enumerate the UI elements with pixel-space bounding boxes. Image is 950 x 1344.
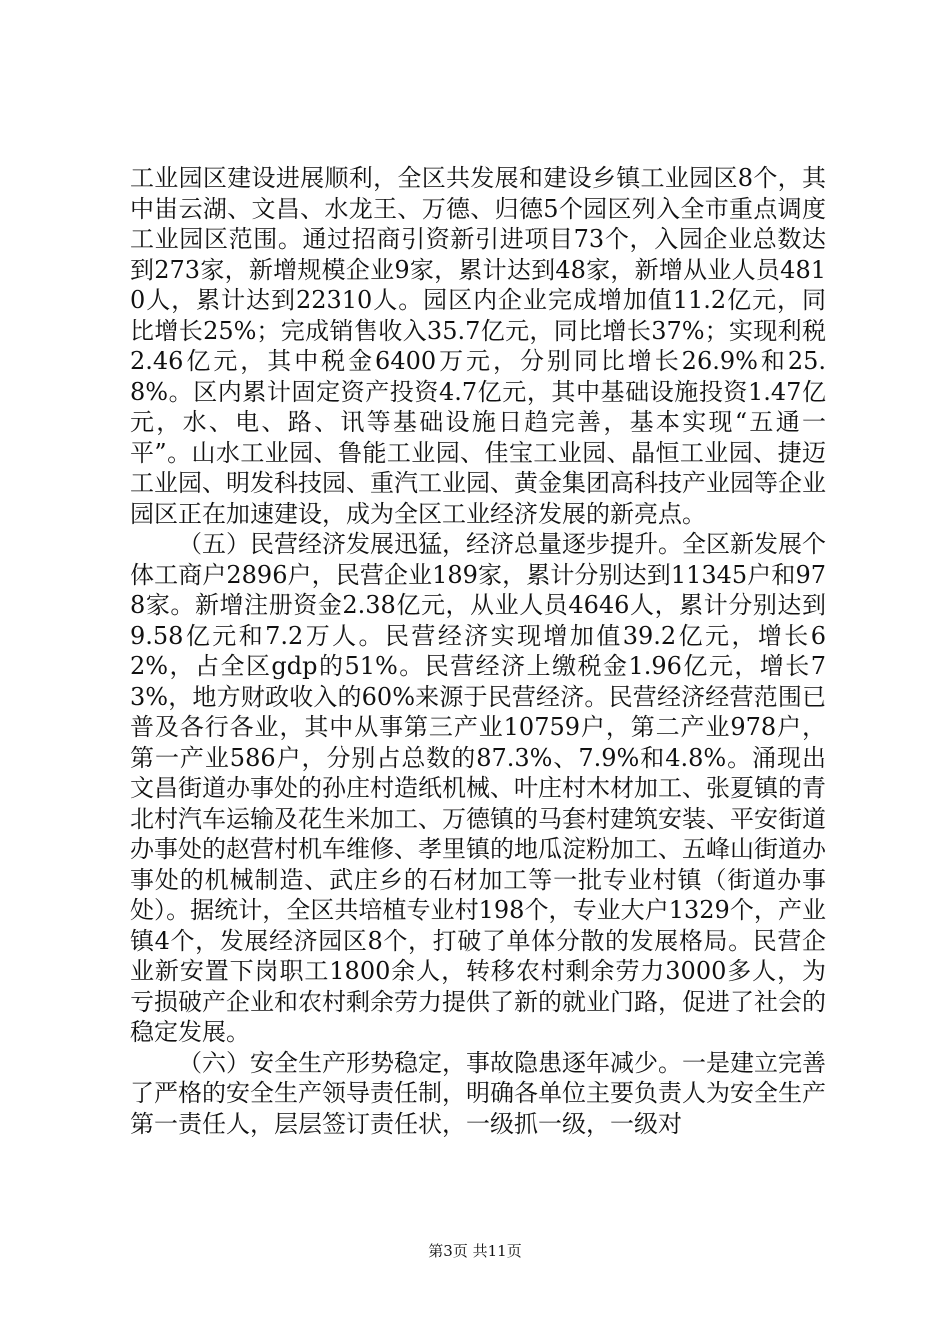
document-body [130, 163, 826, 1139]
paragraph-private-economy: （五）民营经济发展迅猛，经济总量逐步提升。全区新发展个体工商户2896户，民营企业189家，累计分别达到11345户和978家。新增注册资金2.38亿元，从业人员4646人，累计分别达到9.58亿元和7.2万人。民营经济实现增加值39.2亿元，增长62%，占全区gdp的51%。民营经济上缴税金1.96亿元，增长73%，地方财政收入的60%来源于民营经济。民营经济经营范围已普及各行各业，其中从事第三产业10759户，第二产业978户，第一产业586户，分别占总数的87.3%、7.9%和4.8%。涌现出文昌街道办事处的孙庄村造纸机械、叶庄村木材加工、张夏镇的青北村汽车运输及花生米加工、万德镇的马套村建筑安装、平安街道办事处的赵营村机车维修、孝里镇的地瓜淀粉加工、五峰山街道办事处的机械制造、武庄乡的石材加工等一批专业村镇（街道办事处）。据统计，全区共培植专业村198个，专业大户1329个，产业镇4个，发展经济园区8个，打破了单体分散的发展格局。民营企业新安置下岗职工1800余人，转移农村剩余劳力3000多人，为亏损破产企业和农村剩余劳力提供了新的就业门路，促进了社会的稳定发展。 [130, 530, 826, 1046]
page-footer: 第3页 共11页 [428, 1242, 522, 1260]
paragraph-production-safety: （六）安全生产形势稳定，事故隐患逐年减少。一是建立完善了严格的安全生产领导责任制，明确各单位主要负责人为安全生产第一责任人，层层签订责任状，一级抓一级，一级对 [130, 1048, 826, 1138]
paragraph-industrial-parks: 工业园区建设进展顺利，全区共发展和建设乡镇工业园区8个，其中峀云湖、文昌、水龙王、万德、归德5个园区列入全市重点调度工业园区范围。通过招商引资新引进项目73个，入园企业总数达到273家，新增规模企业9家，累计达到48家，新增从业人员4810人，累计达到22310人。园区内企业完成增加值11.2亿元，同比增长25%；完成销售收入35.7亿元，同比增长37%；实现利税2.46亿元，其中税金6400万元，分别同比增长26.9%和25.8%。区内累计固定资产投资4.7亿元，其中基础设施投资1.47亿元，水、电、路、讯等基础设施日趋完善，基本实现“五通一平”。山水工业园、鲁能工业园、佳宝工业园、晶恒工业园、捷迈工业园、明发科技园、重汽工业园、黄金集团高科技产业园等企业园区正在加速建设，成为全区工业经济发展的新亮点。 [130, 164, 826, 528]
